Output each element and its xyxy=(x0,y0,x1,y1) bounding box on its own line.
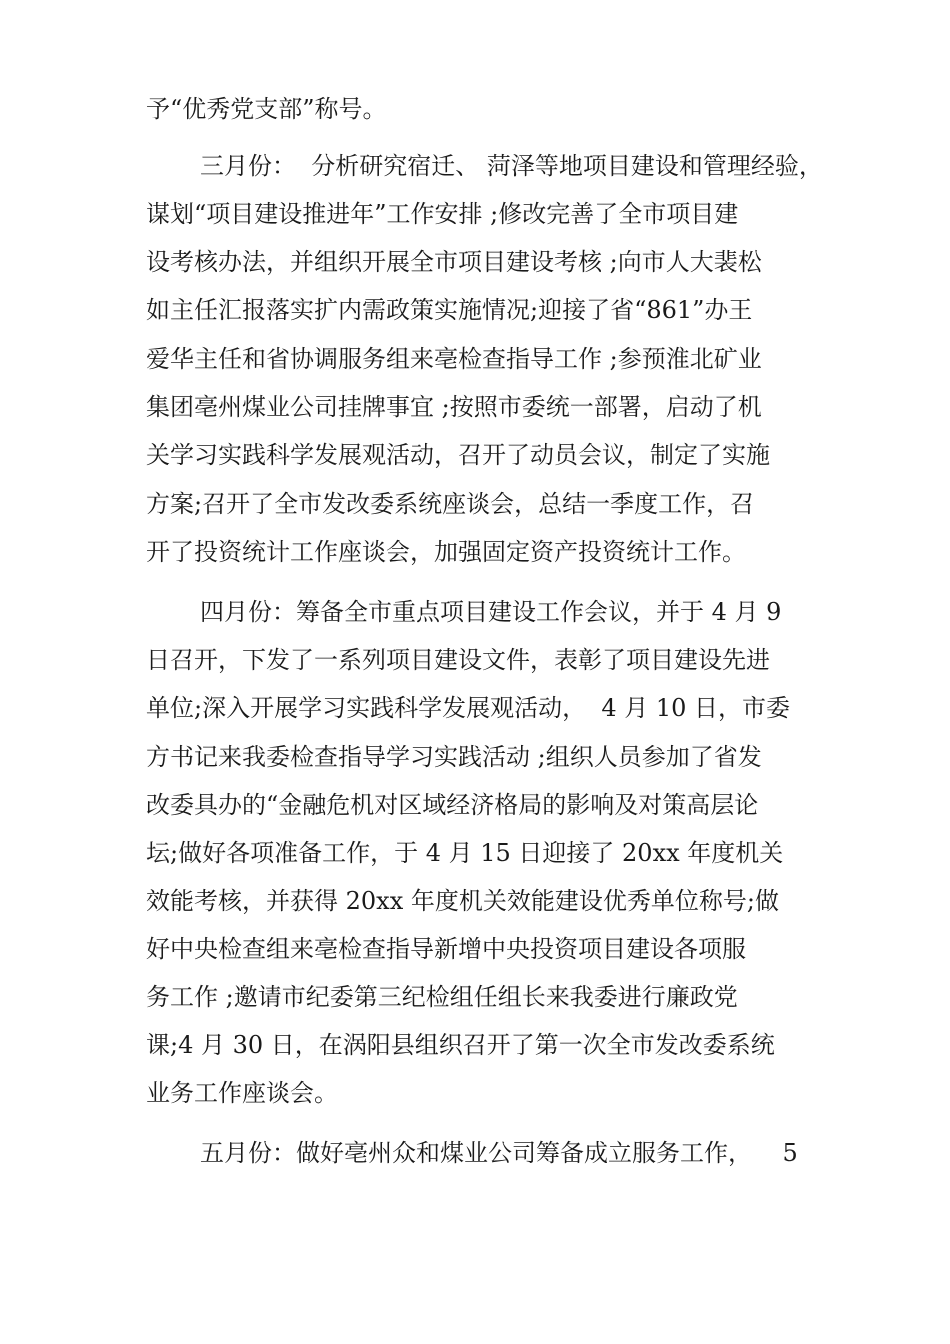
paragraph-april-line-5: 改委具办的“金融危机对区域经济格局的影响及对策高层论 xyxy=(146,791,759,819)
paragraph-march-line-1: 三月份： 分析研究宿迁、 菏泽等地项目建设和管理经验， xyxy=(200,152,823,180)
paragraph-march-line-9: 开了投资统计工作座谈会，加强固定资产投资统计工作。 xyxy=(146,538,746,566)
paragraph-march-line-8: 方案;召开了全市发改委系统座谈会，总结一季度工作，召 xyxy=(146,490,755,518)
paragraph-april-line-8: 好中央检查组来亳检查指导新增中央投资项目建设各项服 xyxy=(146,935,746,963)
paragraph-april-line-10: 课;4 月 30 日，在涡阳县组织召开了第一次全市发改委系统 xyxy=(146,1031,775,1059)
paragraph-march-line-6: 集团亳州煤业公司挂牌事宜 ;按照市委统一部署，启动了机 xyxy=(146,393,762,421)
paragraph-may-line-1: 五月份：做好亳州众和煤业公司筹备成立服务工作， 5 xyxy=(200,1139,798,1167)
paragraph-april-line-2: 日召开，下发了一系列项目建设文件，表彰了项目建设先进 xyxy=(146,646,770,674)
paragraph-april-line-7: 效能考核，并获得 20xx 年度机关效能建设优秀单位称号;做 xyxy=(146,887,779,915)
paragraph-april-line-1: 四月份：筹备全市重点项目建设工作会议，并于 4 月 9 xyxy=(200,598,782,626)
paragraph-march-line-2: 谋划“项目建设推进年”工作安排 ;修改完善了全市项目建 xyxy=(146,200,739,228)
paragraph-march-line-5: 爱华主任和省协调服务组来亳检查指导工作 ;参预淮北矿业 xyxy=(146,345,762,373)
paragraph-april-line-9: 务工作 ;邀请市纪委第三纪检组任组长来我委进行廉政党 xyxy=(146,983,738,1011)
paragraph-march-line-4: 如主任汇报落实扩内需政策实施情况;迎接了省“861”办王 xyxy=(146,296,753,324)
paragraph-march-line-3: 设考核办法，并组织开展全市项目建设考核 ;向市人大裴松 xyxy=(146,248,762,276)
paragraph-march-line-7: 关学习实践科学发展观活动，召开了动员会议，制定了实施 xyxy=(146,441,770,469)
paragraph-april-line-4: 方书记来我委检查指导学习实践活动 ;组织人员参加了省发 xyxy=(146,743,762,771)
text-line-1: 予“优秀党支部”称号。 xyxy=(146,95,387,123)
paragraph-april-line-6: 坛;做好各项准备工作，于 4 月 15 日迎接了 20xx 年度机关 xyxy=(146,839,784,867)
paragraph-april-line-3: 单位;深入开展学习实践科学发展观活动， 4 月 10 日，市委 xyxy=(146,694,791,722)
paragraph-april-line-11: 业务工作座谈会。 xyxy=(146,1079,338,1107)
